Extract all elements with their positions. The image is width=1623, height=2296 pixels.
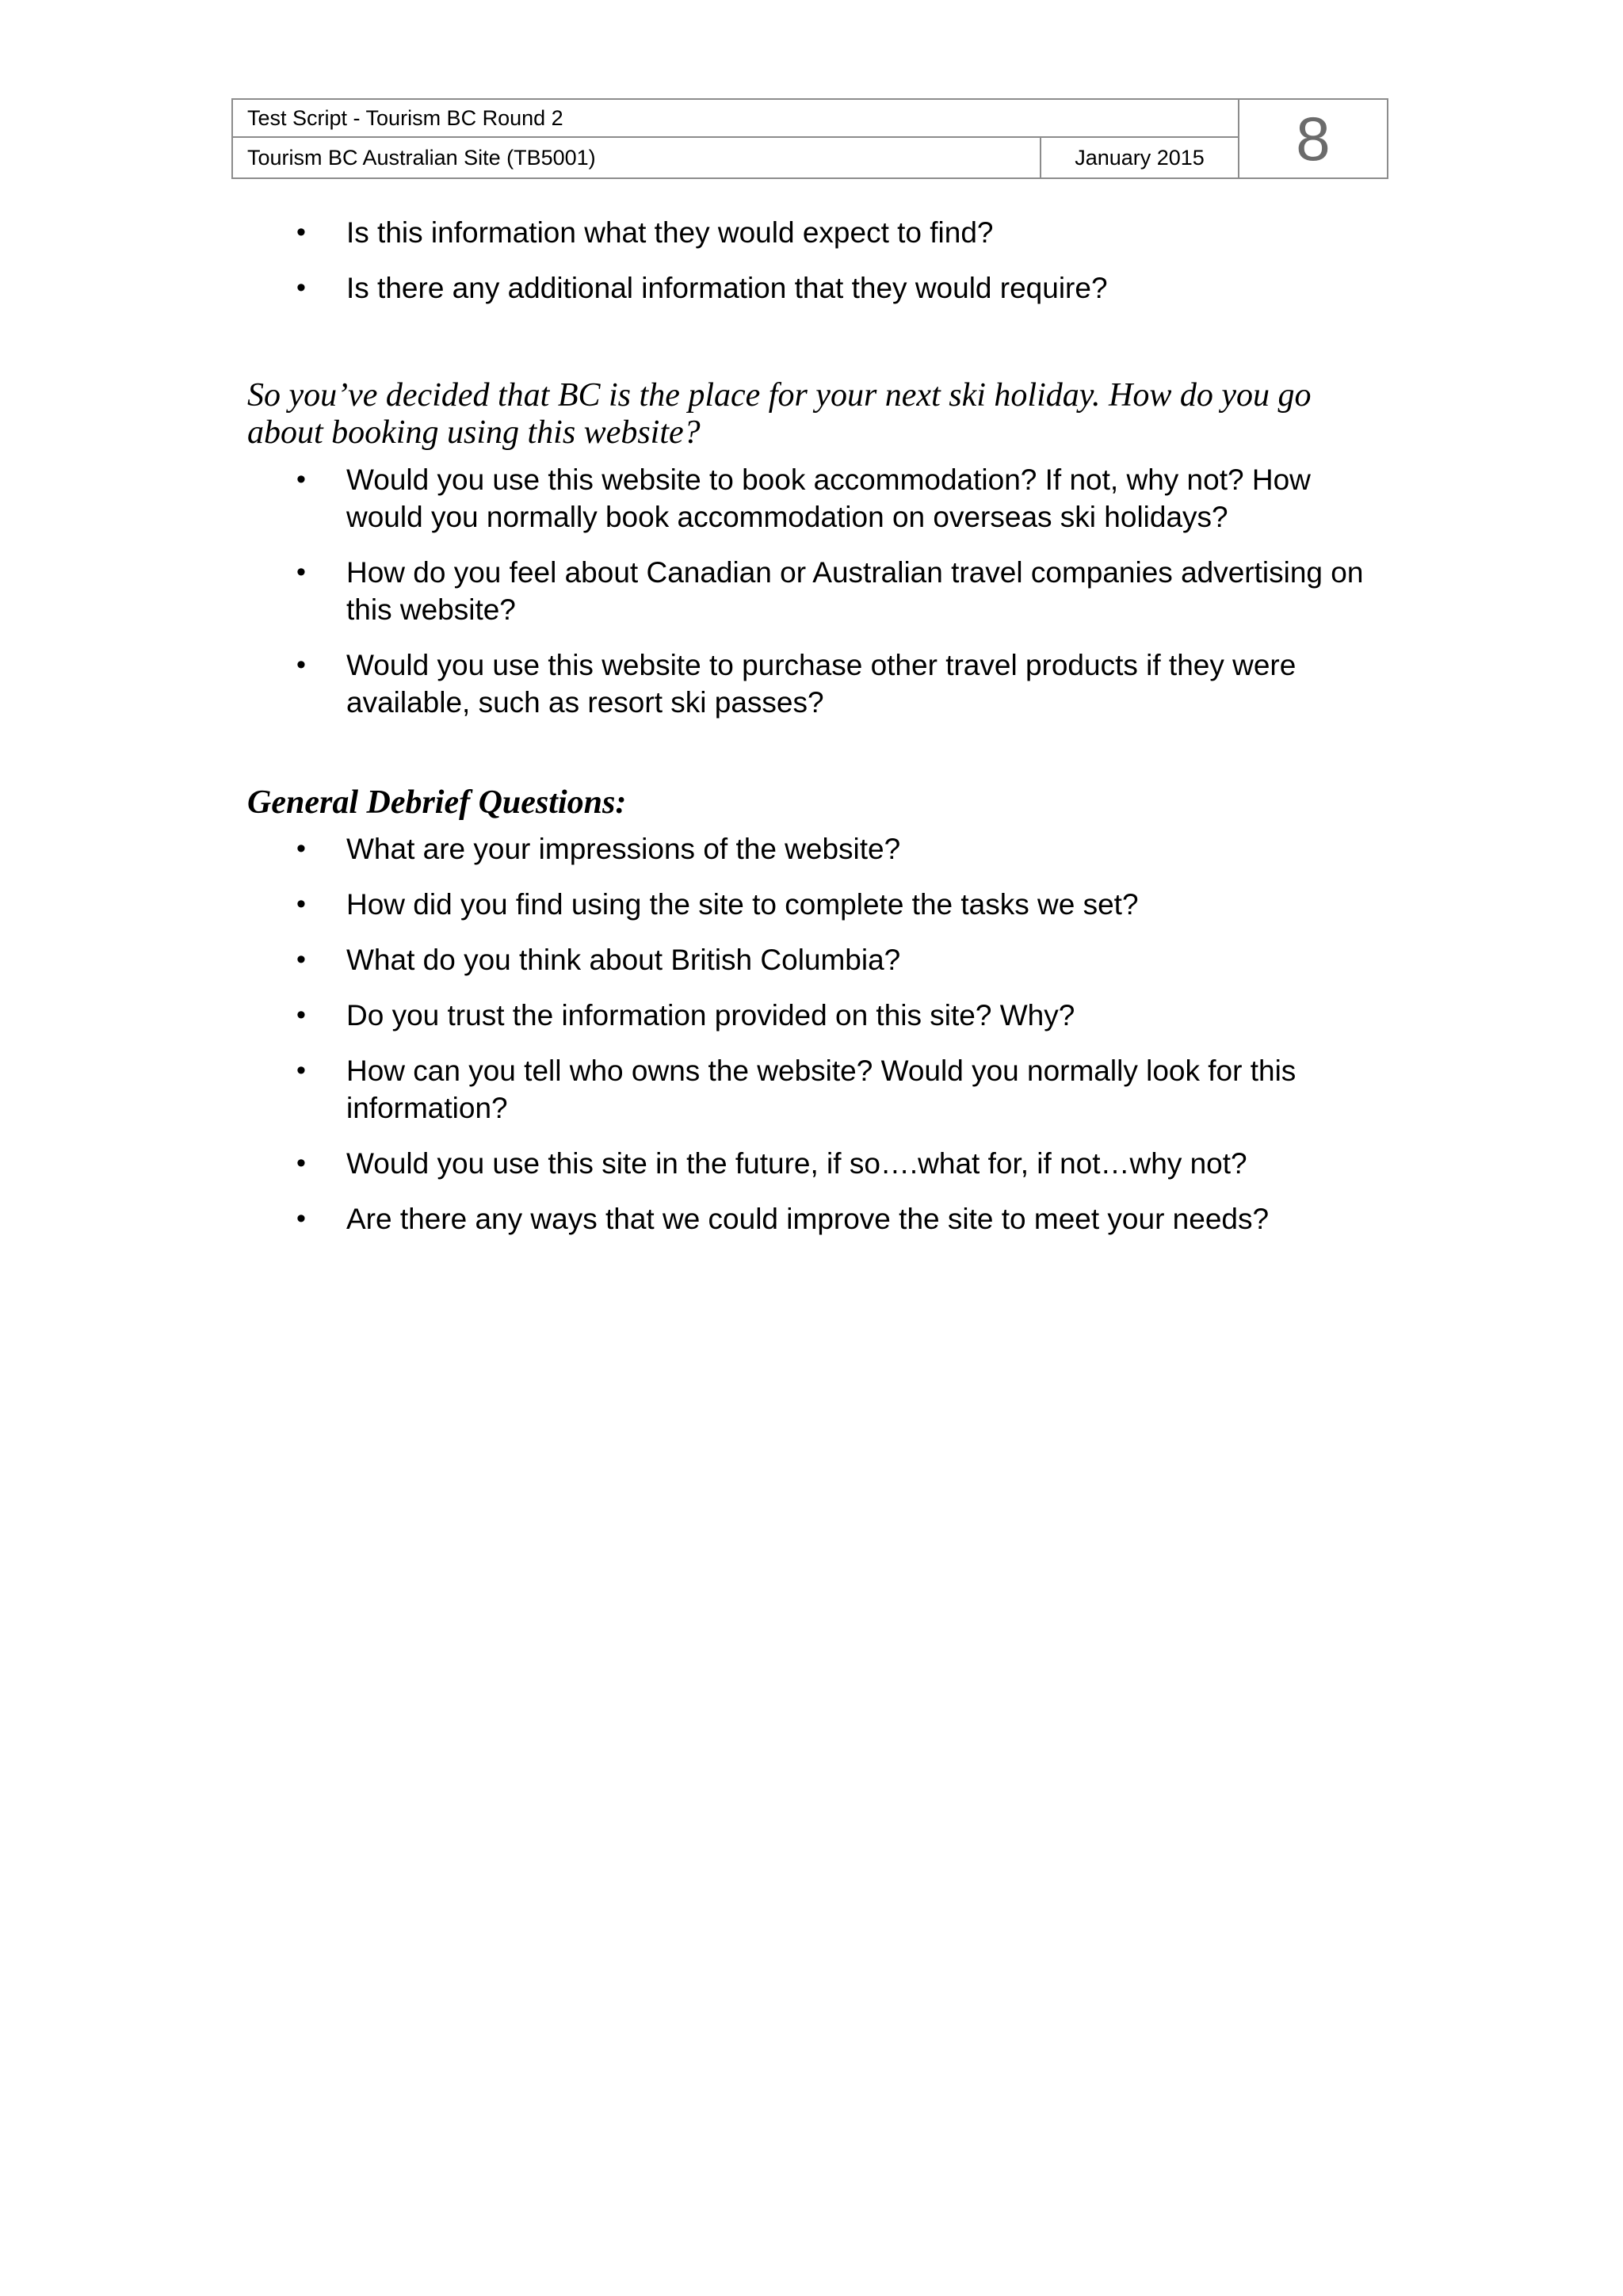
- header-title: Test Script - Tourism BC Round 2: [232, 99, 1239, 137]
- list-item: [0, 830, 1623, 868]
- bullet-icon: •: [296, 464, 306, 494]
- list-item-text: Do you trust the information provided on this site? Why?: [346, 999, 1075, 1032]
- list-item-text: What are your impressions of the website?: [346, 833, 901, 865]
- list-item: [0, 941, 1623, 978]
- bullet-icon: •: [296, 1148, 306, 1178]
- list-item: [0, 214, 1623, 251]
- bullet-icon: •: [296, 1203, 306, 1234]
- page-number: 8: [1239, 99, 1388, 178]
- document-header: [231, 98, 1388, 179]
- bullet-icon: •: [296, 273, 306, 303]
- bullet-icon: •: [296, 1055, 306, 1085]
- header-subtitle: Tourism BC Australian Site (TB5001): [232, 137, 1041, 178]
- list-item-text: Would you use this website to purchase other travel products if they were available, such as resort ski passes?: [346, 649, 1296, 719]
- bullet-icon: •: [296, 557, 306, 587]
- list-item-text: Would you use this website to book accommodation? If not, why not? How would you normally book accommodation on overseas ski holidays?: [346, 463, 1311, 533]
- booking-prompt: So you’ve decided that BC is the place for your next ski holiday. How do you go about booking using this website?: [247, 377, 1312, 451]
- list-item-text: How did you find using the site to complete the tasks we set?: [346, 888, 1139, 921]
- list-item-text: Is this information what they would expect to find?: [346, 216, 994, 249]
- list-item: [0, 886, 1623, 923]
- bullet-icon: •: [296, 889, 306, 919]
- debrief-heading: General Debrief Questions:: [247, 784, 627, 821]
- list-item-text: How can you tell who owns the website? Would you normally look for this information?: [346, 1055, 1296, 1124]
- top-bullet-list: [0, 214, 1623, 325]
- list-item-text: What do you think about British Columbia?: [346, 944, 901, 976]
- bullet-icon: •: [296, 217, 306, 247]
- list-item: [0, 269, 1623, 307]
- list-item-text: How do you feel about Canadian or Australian travel companies advertising on this website?: [346, 556, 1364, 626]
- bullet-icon: •: [296, 944, 306, 974]
- debrief-bullet-list: [0, 830, 1623, 1256]
- bullet-icon: •: [296, 833, 306, 864]
- list-item-text: Would you use this site in the future, if so….what for, if not…why not?: [346, 1147, 1247, 1180]
- list-item-text: Is there any additional information that they would require?: [346, 272, 1108, 304]
- booking-bullet-list: [0, 461, 1623, 739]
- bullet-icon: •: [296, 650, 306, 680]
- header-date: January 2015: [1041, 137, 1239, 178]
- list-item: [0, 1200, 1623, 1238]
- list-item: [0, 646, 1623, 721]
- list-item: [0, 554, 1623, 628]
- list-item: [0, 997, 1623, 1034]
- list-item-text: Are there any ways that we could improve the site to meet your needs?: [346, 1203, 1270, 1235]
- bullet-icon: •: [296, 1000, 306, 1030]
- list-item: [0, 1145, 1623, 1182]
- list-item: [0, 1052, 1623, 1127]
- list-item: [0, 461, 1623, 536]
